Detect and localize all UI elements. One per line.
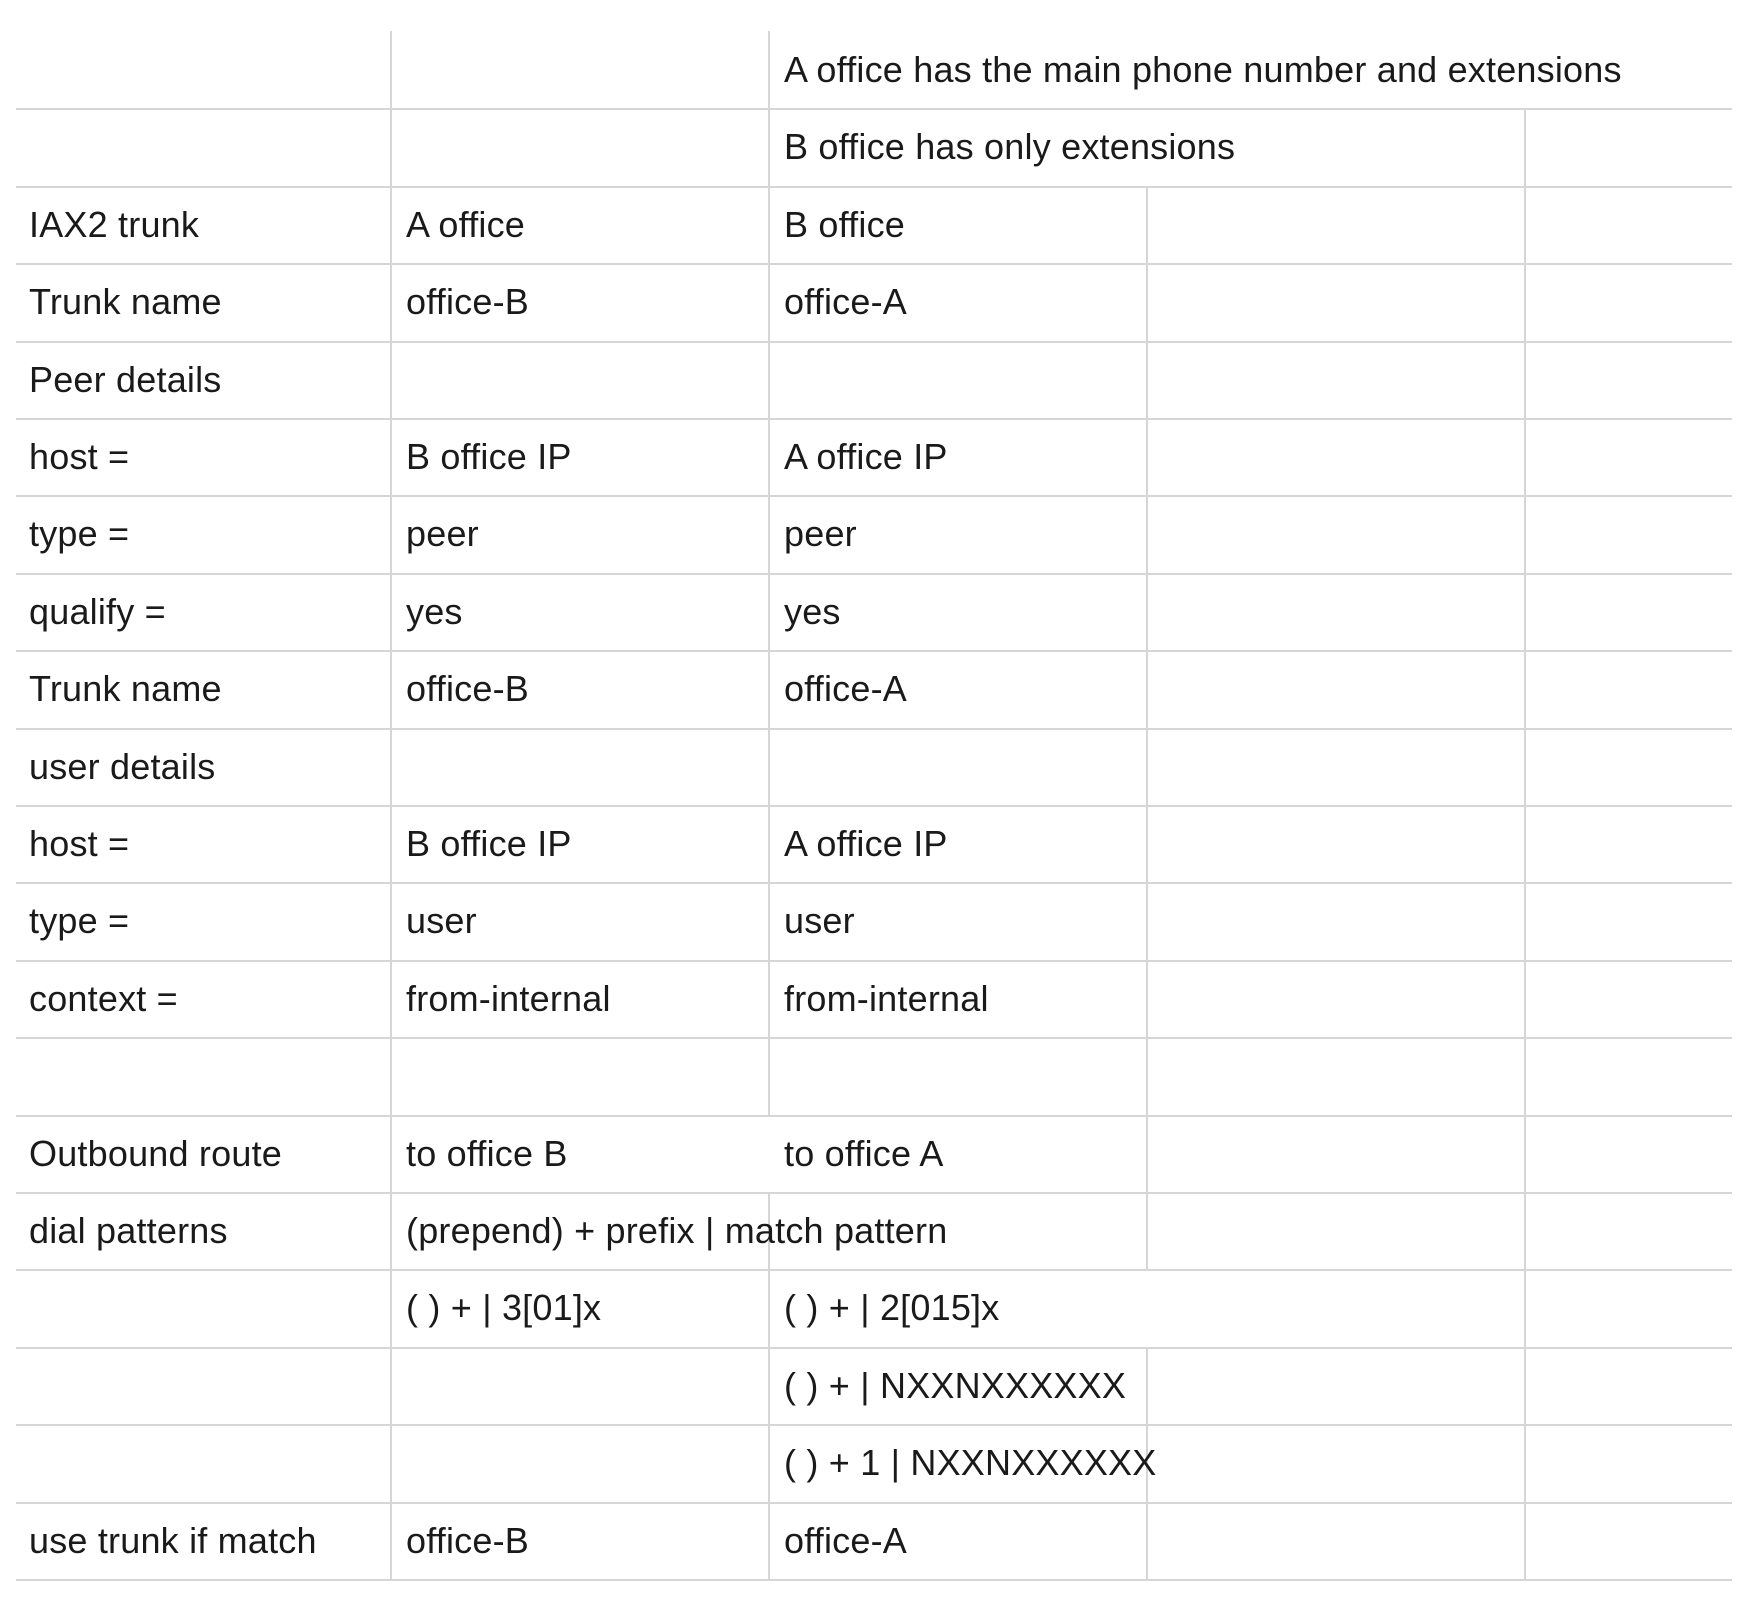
cell-b-office[interactable]: A office IP bbox=[784, 436, 948, 477]
cell-a-office[interactable]: office-B bbox=[406, 1520, 529, 1561]
note-a-office[interactable]: A office has the main phone number and extensions bbox=[784, 49, 1622, 90]
cell-label[interactable]: type = bbox=[29, 513, 130, 554]
cell-a-office[interactable]: user bbox=[406, 900, 477, 941]
cell-label[interactable]: use trunk if match bbox=[29, 1520, 317, 1561]
cell-a-office[interactable]: peer bbox=[406, 513, 479, 554]
cell-b-office[interactable]: from-internal bbox=[784, 978, 989, 1019]
cell-b-office[interactable]: user bbox=[784, 900, 855, 941]
cell-label[interactable]: host = bbox=[29, 436, 130, 477]
cell-label[interactable]: host = bbox=[29, 823, 130, 864]
grid-column-line bbox=[1524, 108, 1526, 1579]
grid-row-line bbox=[16, 728, 1732, 730]
grid-row-line bbox=[16, 495, 1732, 497]
grid-row-line bbox=[16, 1579, 1732, 1581]
cell-a-office[interactable]: office-B bbox=[406, 281, 529, 322]
cell-a-office[interactable]: B office IP bbox=[406, 823, 572, 864]
cell-label[interactable]: dial patterns bbox=[29, 1210, 228, 1251]
cell-b-office[interactable]: to office A bbox=[784, 1133, 944, 1174]
cell-b-office[interactable]: B office bbox=[784, 204, 906, 245]
cell-label[interactable]: user details bbox=[29, 746, 216, 787]
grid-column-line bbox=[1146, 186, 1148, 1270]
grid-row-line bbox=[16, 1037, 1732, 1039]
grid-row-line bbox=[16, 882, 1732, 884]
grid-column-line bbox=[390, 31, 392, 1579]
grid-row-line bbox=[16, 573, 1732, 575]
cell-label[interactable]: Peer details bbox=[29, 359, 222, 400]
cell-label[interactable]: Outbound route bbox=[29, 1133, 282, 1174]
note-b-office[interactable]: B office has only extensions bbox=[784, 126, 1236, 167]
cell-a-office[interactable]: to office B bbox=[406, 1133, 568, 1174]
cell-b-office[interactable]: ( ) + | NXXNXXXXXX bbox=[784, 1365, 1127, 1406]
cell-label[interactable]: Trunk name bbox=[29, 668, 222, 709]
grid-column-line bbox=[768, 31, 770, 1115]
cell-b-office[interactable]: peer bbox=[784, 513, 857, 554]
cell-a-office[interactable]: ( ) + | 3[01]x bbox=[406, 1287, 602, 1328]
grid-row-line bbox=[16, 341, 1732, 343]
cell-a-office[interactable]: A office bbox=[406, 204, 526, 245]
cell-b-office[interactable]: office-A bbox=[784, 1520, 907, 1561]
cell-label[interactable]: type = bbox=[29, 900, 130, 941]
cell-a-office[interactable]: (prepend) + prefix | match pattern bbox=[406, 1210, 948, 1251]
cell-a-office[interactable]: B office IP bbox=[406, 436, 572, 477]
cell-a-office[interactable]: from-internal bbox=[406, 978, 611, 1019]
cell-label[interactable]: context = bbox=[29, 978, 178, 1019]
cell-label[interactable]: qualify = bbox=[29, 591, 166, 632]
cell-b-office[interactable]: office-A bbox=[784, 281, 907, 322]
cell-b-office[interactable]: A office IP bbox=[784, 823, 948, 864]
cell-label[interactable]: Trunk name bbox=[29, 281, 222, 322]
cell-a-office[interactable]: yes bbox=[406, 591, 463, 632]
cell-b-office[interactable]: office-A bbox=[784, 668, 907, 709]
cell-label[interactable]: IAX2 trunk bbox=[29, 204, 200, 245]
cell-b-office[interactable]: ( ) + | 2[015]x bbox=[784, 1287, 1000, 1328]
cell-b-office[interactable]: yes bbox=[784, 591, 841, 632]
cell-b-office[interactable]: ( ) + 1 | NXXNXXXXXX bbox=[784, 1442, 1157, 1483]
cell-a-office[interactable]: office-B bbox=[406, 668, 529, 709]
